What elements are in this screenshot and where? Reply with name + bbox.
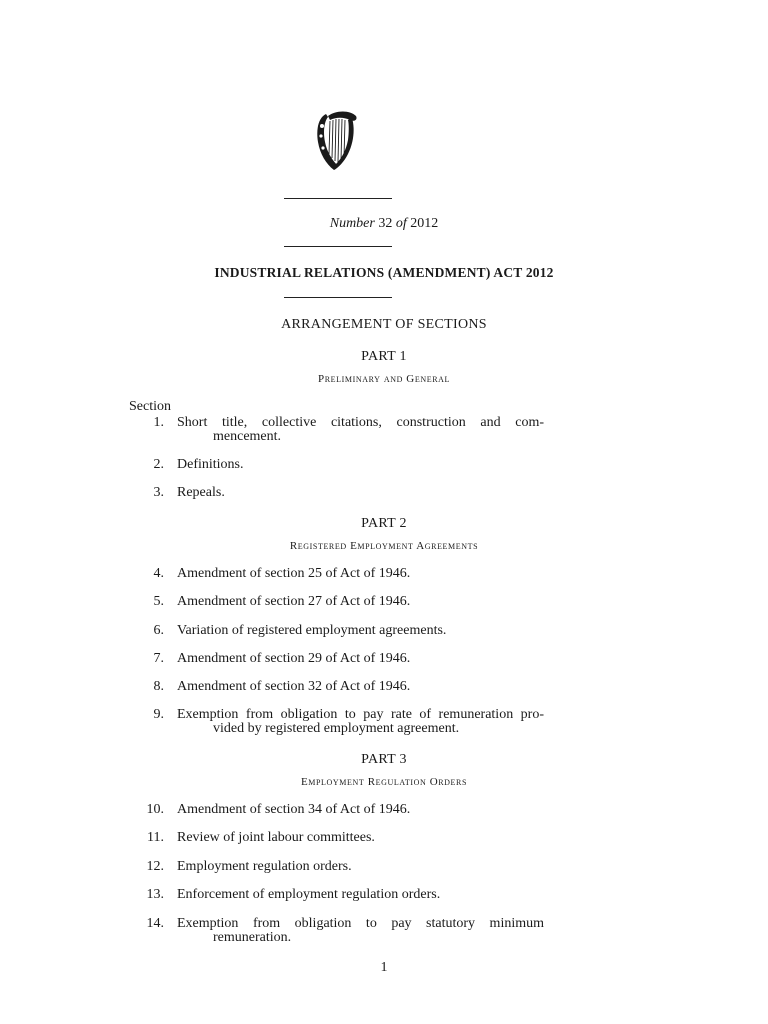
part-2-subheading: Registered Employment Agreements (289, 540, 479, 552)
top-rule (284, 198, 392, 199)
act-number: Number 32 of 2012 (329, 216, 439, 231)
number-rule (284, 246, 392, 247)
section-label: Section (129, 399, 171, 414)
part-1-subheading: Preliminary and General (317, 373, 451, 385)
part-2-heading: PART 2 (361, 516, 407, 531)
arrangement-heading: ARRANGEMENT OF SECTIONS (281, 317, 487, 332)
part-1-heading: PART 1 (361, 349, 407, 364)
page-number: 1 (380, 960, 388, 975)
title-rule (284, 297, 392, 298)
part-3-subheading: Employment Regulation Orders (300, 776, 468, 788)
part-3-heading: PART 3 (361, 752, 407, 767)
act-title: INDUSTRIAL RELATIONS (AMENDMENT) ACT 2012 (214, 265, 554, 280)
harp-emblem-icon (312, 108, 362, 172)
